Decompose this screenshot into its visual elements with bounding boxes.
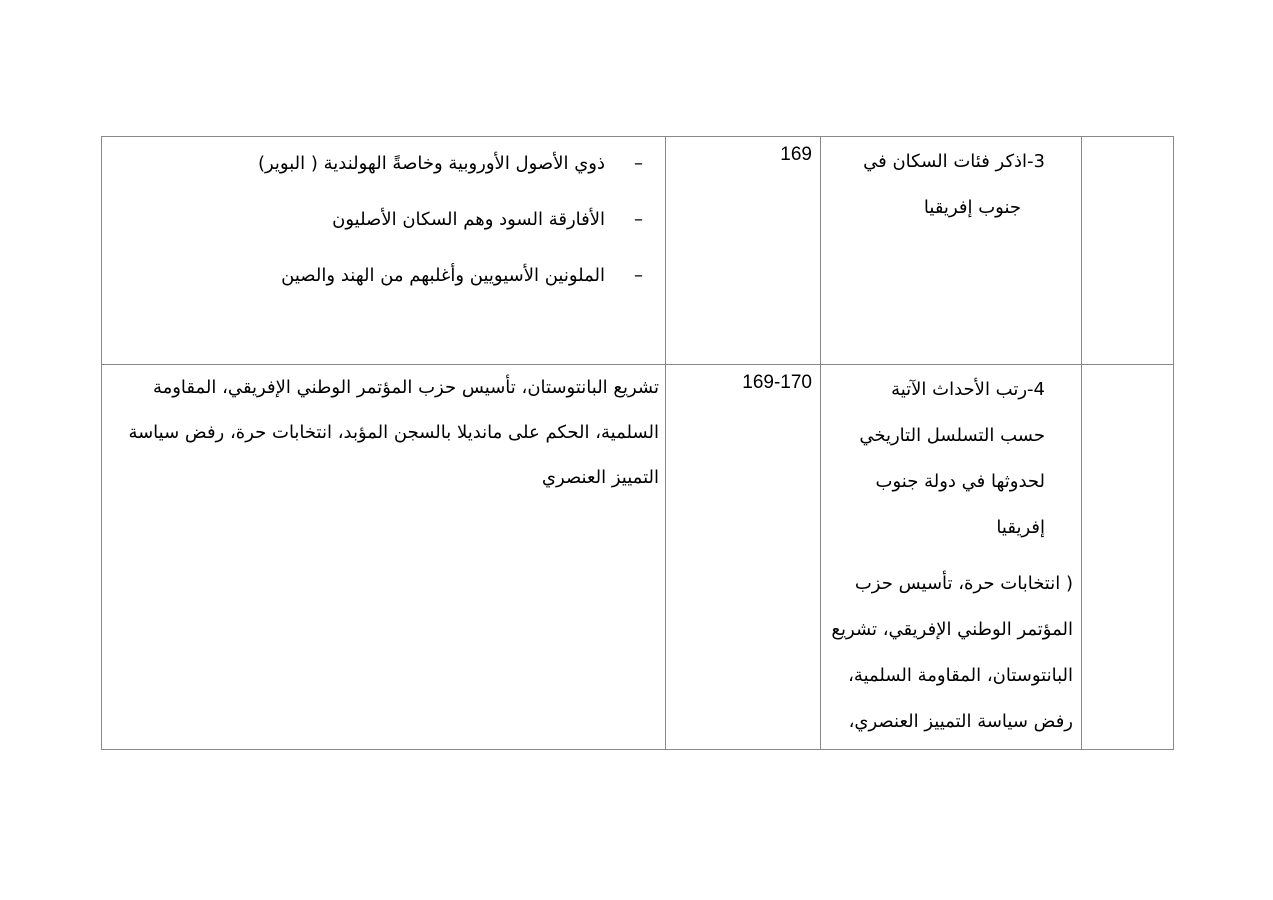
- table-row: [102, 365, 1174, 750]
- question-cell: [821, 137, 1082, 365]
- answer-table: [101, 136, 1174, 750]
- question-text: [821, 137, 1081, 231]
- bullet-dash: –: [634, 265, 643, 286]
- bullet-dash: –: [634, 153, 643, 174]
- page-ref-cell: [666, 365, 821, 750]
- answer-line: تشريع البانتوستان، تأسيس حزب المؤتمر الوطني الإفريقي، المقاومة: [152, 377, 659, 398]
- answer-list: [102, 137, 665, 299]
- event-line: رفض سياسة التمييز العنصري،: [848, 711, 1073, 732]
- list-item: [102, 253, 643, 299]
- answer-text: ذوي الأصول الأوروبية وخاصةً الهولندية ( البوير): [257, 153, 605, 174]
- answer-cell: [102, 137, 666, 365]
- answer-line: التمييز العنصري: [541, 467, 659, 488]
- page-ref: 169: [780, 144, 812, 165]
- question-line: حسب التسلسل التاريخي: [859, 425, 1045, 446]
- table-row: [102, 137, 1174, 365]
- page-ref: 169-170: [742, 372, 812, 393]
- question-line: لحدوثها في دولة جنوب: [875, 471, 1045, 492]
- event-line: ( انتخابات حرة، تأسيس حزب: [854, 573, 1073, 594]
- question-cell: [821, 365, 1082, 750]
- answer-line: السلمية، الحكم على مانديلا بالسجن المؤبد، انتخابات حرة، رفض سياسة: [128, 422, 659, 443]
- page-ref-cell: [666, 137, 821, 365]
- question-line: جنوب إفريقيا: [923, 197, 1021, 218]
- mark-cell: [1082, 137, 1174, 365]
- mark-cell: [1082, 365, 1174, 750]
- list-item: [102, 197, 643, 243]
- question-line: إفريقيا: [996, 517, 1045, 538]
- event-line: المؤتمر الوطني الإفريقي، تشريع: [831, 619, 1073, 640]
- answer-text: الملونين الأسيويين وأغلبهم من الهند والصين: [281, 265, 605, 286]
- question-line: 3-اذكر فئات السكان في: [863, 151, 1045, 172]
- event-line: البانتوستان، المقاومة السلمية،: [848, 665, 1073, 686]
- bullet-dash: –: [634, 209, 643, 230]
- answer-cell: [102, 365, 666, 750]
- answer-text: الأفارقة السود وهم السكان الأصليون: [332, 209, 605, 230]
- answer-text: [102, 365, 665, 500]
- list-item: [102, 141, 643, 187]
- question-text: [821, 365, 1081, 745]
- question-line: 4-رتب الأحداث الآتية: [891, 379, 1045, 400]
